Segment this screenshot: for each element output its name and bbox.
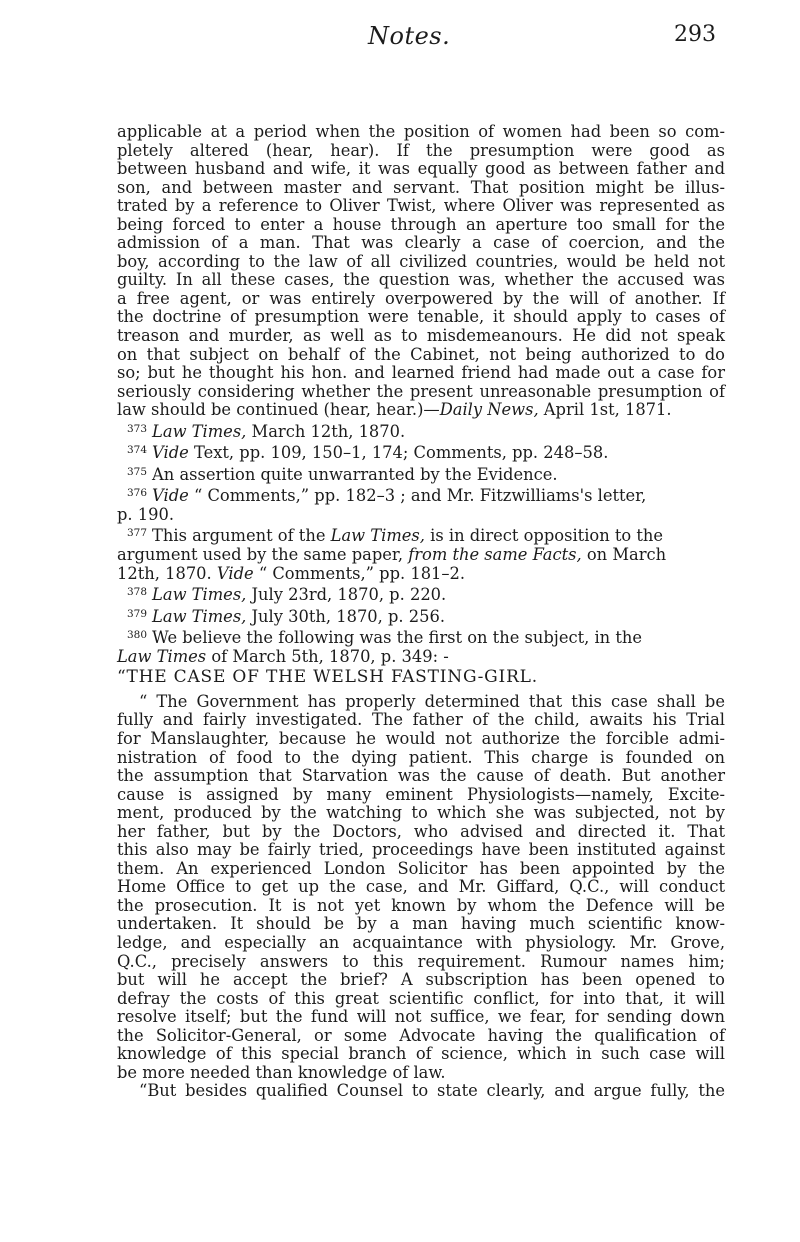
text-line: “ The Government has properly determined that this case shall be <box>139 691 725 711</box>
note-vide: Vide <box>152 443 189 463</box>
text-line: a free agent, or was entirely overpowered by the will of another. If <box>117 288 725 308</box>
text-line: fully and fairly investigated. The father of the child, awaits his Trial <box>117 710 725 730</box>
note-number: 374 <box>127 444 148 457</box>
note-number: 373 <box>127 422 148 435</box>
text-line <box>117 401 725 420</box>
text-line: boy, according to the law of all civilized countries, would be held not <box>117 251 725 271</box>
note-number: 378 <box>127 586 148 599</box>
text-line: cause is assigned by many eminent Physiologists—namely, Excite- <box>117 784 725 804</box>
text-line: guilty. In all these cases, the question was, whether the accused was <box>117 270 725 290</box>
text-line: so; but he thought his hon. and learned friend had made out a case for <box>117 363 725 383</box>
text-line: this also may be fairly tried, proceedings have been instituted against <box>117 840 725 860</box>
note-376-continuation: p. 190. <box>117 504 175 524</box>
note-text: argument used by the same paper, <box>117 545 409 565</box>
note-text: “ Comments,” pp. 182–3 ; and Mr. Fitzwilliams's letter, <box>188 486 647 506</box>
note-text: March 12th, 1870. <box>246 421 406 441</box>
text-line: the Solicitor-General, or some Advocate having the qualification of <box>117 1025 725 1045</box>
text-line: for Manslaughter, because he would not authorize the forcible admi- <box>117 728 725 748</box>
text-line: be more needed than knowledge of law. <box>117 1062 446 1082</box>
note-374 <box>117 441 725 463</box>
page-number: 293 <box>674 22 716 47</box>
text-line: her father, but by the Doctors, who advised and directed it. That <box>117 821 725 841</box>
note-emphasis: from the same Facts, <box>408 545 582 565</box>
page-body <box>117 123 725 1101</box>
body-paragraph <box>117 123 725 420</box>
text-line <box>117 648 725 667</box>
note-text: This argument of the <box>152 526 331 546</box>
note-380 <box>117 626 725 666</box>
note-text: July 30th, 1870, p. 256. <box>246 606 446 626</box>
text-line: applicable at a period when the position of women had been so com- <box>117 122 725 141</box>
note-373 <box>117 420 725 442</box>
text-line <box>117 626 725 648</box>
text-line: “But besides qualified Counsel to state clearly, and argue fully, the <box>139 1081 725 1101</box>
note-source: Law Times, <box>152 585 247 605</box>
text-line: Q.C., precisely answers to this requirement. Rumour names him; <box>117 951 725 971</box>
text-line: Home Office to get up the case, and Mr. Giffard, Q.C., will conduct <box>117 877 725 897</box>
note-text: We believe the following was the first on the subject, in the <box>152 628 643 648</box>
running-head: Notes. <box>368 22 451 50</box>
text-line: them. An experienced London Solicitor has been appointed by the <box>117 858 725 878</box>
note-text: on March <box>581 545 667 565</box>
note-vide: Vide <box>152 486 189 506</box>
note-source: Law Times <box>117 646 207 666</box>
text-line <box>117 524 725 546</box>
note-375 <box>117 463 725 485</box>
text-line: son, and between master and servant. That position might be illus- <box>117 177 725 197</box>
text-line: seriously considering whether the present unreasonable presumption of <box>117 381 725 401</box>
note-source: Law Times, <box>330 526 425 546</box>
text-line: being forced to enter a house through an aperture too small for the <box>117 214 725 234</box>
text-line: ledge, and especially an acquaintance with physiology. Mr. Grove, <box>117 932 725 952</box>
note-text: is in direct opposition to the <box>424 526 664 546</box>
text-line: the doctrine of presumption were tenable, it should apply to cases of <box>117 307 725 327</box>
text-line: admission of a man. That was clearly a case of coercion, and the <box>117 233 725 253</box>
note-text: An assertion quite unwarranted by the Evidence. <box>152 464 558 484</box>
note-378 <box>117 583 725 605</box>
note-number: 377 <box>127 527 148 540</box>
text-line: knowledge of this special branch of science, which in such case will <box>117 1044 725 1064</box>
note-379 <box>117 605 725 627</box>
note-number: 376 <box>127 487 148 500</box>
text-line: undertaken. It should be by a man having much scientific know- <box>117 914 725 934</box>
text-line: the assumption that Starvation was the cause of death. But another <box>117 766 725 786</box>
quote-heading: “THE CASE OF THE WELSH FASTING-GIRL. <box>117 667 538 688</box>
text-line: on that subject on behalf of the Cabinet, not being authorized to do <box>117 344 725 364</box>
text-line: trated by a reference to Oliver Twist, where Oliver was represented as <box>117 196 725 216</box>
text-line: between husband and wife, it was equally good as between father and <box>117 159 725 179</box>
note-number: 380 <box>127 629 148 642</box>
text-line: nistration of food to the dying patient. This charge is founded on <box>117 747 725 767</box>
text-line: ment, produced by the watching to which she was subjected, not by <box>117 803 725 823</box>
note-text: Text, pp. 109, 150–1, 174; Comments, pp. 248–58. <box>188 443 609 463</box>
note-number: 379 <box>127 607 148 620</box>
text-line: but will he accept the brief? A subscription has been opened to <box>117 970 725 990</box>
text-line <box>117 546 725 565</box>
citation-source: Daily News, <box>439 400 539 420</box>
text-line: pletely altered (hear, hear). If the presumption were good as <box>117 140 725 160</box>
text-line: the prosecution. It is not yet known by whom the Defence will be <box>117 895 725 915</box>
note-source: Law Times, <box>152 606 247 626</box>
note-number: 375 <box>127 465 148 478</box>
citation-date: April 1st, 1871. <box>538 400 672 420</box>
note-vide: Vide <box>216 563 254 583</box>
note-377 <box>117 524 725 583</box>
text-line: treason and murder, as well as to misdemeanours. He did not speak <box>117 326 725 346</box>
citation-text: law should be continued (hear, hear.)— <box>117 400 440 420</box>
text-line: defray the costs of this great scientific conflict, for into that, it will <box>117 988 725 1008</box>
note-376 <box>117 484 725 506</box>
note-text: of March 5th, 1870, p. 349: - <box>206 646 449 666</box>
note-source: Law Times, <box>152 421 247 441</box>
page-header <box>120 22 716 52</box>
note-text: 12th, 1870. <box>117 563 217 583</box>
text-line: resolve itself; but the fund will not suffice, we fear, for sending down <box>117 1007 725 1027</box>
note-text: July 23rd, 1870, p. 220. <box>246 585 447 605</box>
quoted-paragraph <box>117 693 725 1082</box>
note-text: “ Comments,” pp. 181–2. <box>253 563 466 583</box>
text-line <box>117 565 725 584</box>
